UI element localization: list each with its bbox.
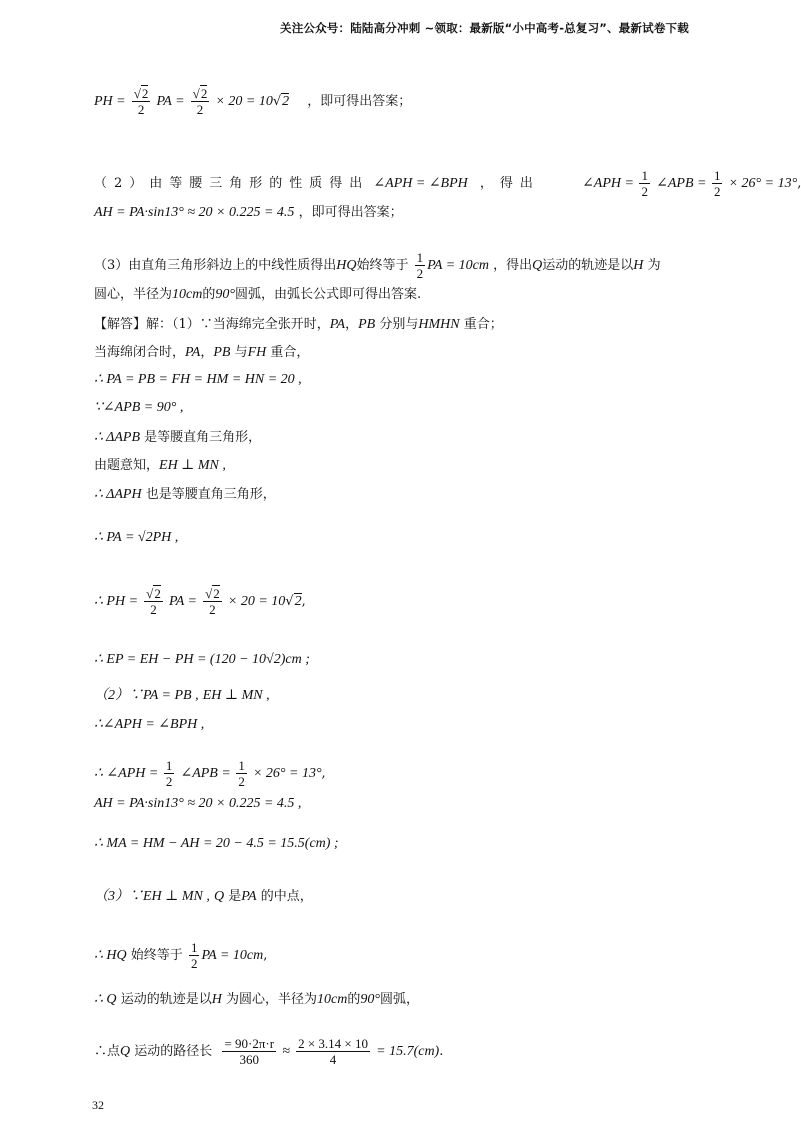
math: PA = — [156, 94, 185, 109]
line-2: （2）由等腰三角形的性质得出 ∠APH = ∠BPH ，得出 ∠APH = $\frac{1}{2}$ ∠APB = $\frac{1}{2}$ × 26° = 13°, — [94, 168, 801, 199]
text: （2）由等腰三角形的性质得出 — [94, 176, 370, 191]
line-22: ∴ HQ 始终等于 $\frac{1}{2}$ PA = 10cm, — [94, 940, 268, 971]
text: ，得出 — [479, 176, 540, 191]
line-11: 由题意知，EH ⊥ MN , — [94, 458, 226, 473]
line-14: ∴ PH = $\frac{√2}{2}$ PA = $\frac{√2}{2}$ × 20 = 10√2, — [94, 586, 306, 617]
math: × 20 = 10 — [215, 94, 273, 109]
math: AH = PA·sin13° ≈ 20 × 0.225 = 4.5 — [94, 205, 295, 220]
line-15: ∴ EP = EH − PH = (120 − 10√2)cm ; — [94, 652, 310, 667]
text: （3）由直角三角形斜边上的中线性质得出 — [94, 258, 337, 273]
line-7: 当海绵闭合时，PA，PB 与FH 重合， — [94, 345, 310, 360]
line-9: ∵∠APB = 90° , — [94, 400, 184, 415]
line-13: ∴ PA = √2PH , — [94, 530, 179, 545]
line-21: （3）∵EH ⊥ MN , Q 是PA 的中点， — [94, 889, 313, 904]
fraction: $\frac{√2}{2}$ — [133, 86, 149, 117]
math: PH = — [94, 94, 126, 109]
page-header: 关注公众号：陆陆高分冲刺 ~领取：最新版“小中高考-总复习”、最新试卷下载 — [280, 21, 689, 35]
line-17: ∴∠APH = ∠BPH , — [94, 717, 205, 732]
line-5: 圆心，半径为10cm的90°圆弧，由弧长公式即可得出答案. — [94, 287, 422, 302]
line-18: ∴ ∠APH = $\frac{1}{2}$ ∠APB = $\frac{1}{2}$ × 26° = 13°, — [94, 758, 326, 789]
text: ，即可得出答案； — [298, 205, 403, 220]
math: ∠APH = — [582, 176, 638, 191]
line-4: （3）由直角三角形斜边上的中线性质得出HQ始终等于 $\frac{1}{2}$ PA = 10cm ，得出Q运动的轨迹是以H 为 — [94, 250, 661, 281]
line-23: ∴ Q 运动的轨迹是以H 为圆心，半径为10cm的90°圆弧， — [94, 992, 419, 1007]
line-1: PH = $\frac{√2}{2}$ PA = $\frac{√2}{2}$ × 20 = 10√2 ，即可得出答案； — [94, 86, 412, 117]
fraction: $\frac{1}{2}$ — [713, 168, 721, 199]
line-20: ∴ MA = HM − AH = 20 − 4.5 = 15.5(cm) ; — [94, 836, 339, 851]
line-8: ∴ PA = PB = FH = HM = HN = 20 , — [94, 372, 302, 387]
math: ∠APB = — [656, 176, 710, 191]
line-12: ∴ ΔAPH 也是等腰直角三角形， — [94, 487, 276, 502]
fraction: $\frac{1}{2}$ — [641, 168, 648, 199]
fraction: $\frac{√2}{2}$ — [192, 86, 208, 117]
line-19: AH = PA·sin13° ≈ 20 × 0.225 = 4.5 , — [94, 796, 302, 811]
math: ∠APH = ∠BPH — [373, 176, 468, 191]
fraction: $\frac{1}{2}$ — [416, 250, 424, 281]
line-24: ∴点Q 运动的路径长 $\frac{= 90\cdot 2\pi\cdot r}{360}$ ≈ $\frac{2 \times 3.14 \times 10}{4}$ = 15.7(cm). — [94, 1036, 444, 1067]
math: × 26° = 13° — [728, 176, 798, 191]
line-6: 【解答】解：（1）∵当海绵完全张开时，PA，PB 分别与HMHN 重合； — [94, 317, 503, 332]
line-16: （2）∵PA = PB , EH ⊥ MN , — [94, 688, 270, 703]
line-3 — [94, 203, 403, 223]
page-number: 32 — [92, 1098, 104, 1112]
line-10: ∴ ΔAPB 是等腰直角三角形， — [94, 430, 262, 445]
text: ，即可得出答案； — [307, 94, 412, 109]
